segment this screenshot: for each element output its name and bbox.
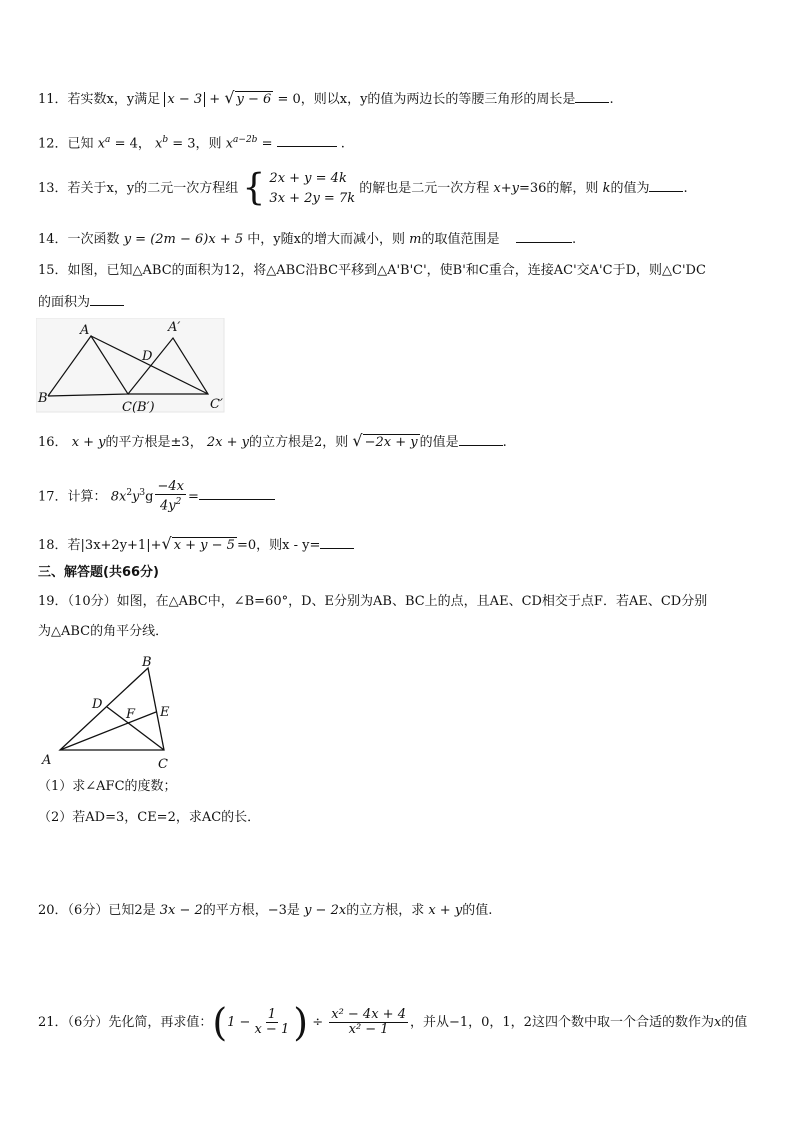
- q21-f2-denominator: x² − 1: [348, 1022, 389, 1037]
- question-11: [38, 88, 614, 110]
- label-a: A: [80, 323, 90, 338]
- left-paren: (: [212, 1000, 228, 1045]
- q20-text-1: 的平方根，−3是: [202, 903, 300, 918]
- q17-fraction: [155, 480, 186, 513]
- q12-base-1: x: [97, 136, 106, 152]
- q17-numerator: −4x: [157, 479, 184, 495]
- figure-15-diagram: [36, 318, 226, 414]
- q17-var-y: y: [132, 489, 140, 505]
- label-d: D: [92, 697, 103, 712]
- q17-den-exp: 2: [175, 497, 182, 508]
- q18-text-pre: 若|3x+2y+1|+: [67, 538, 162, 553]
- section-heading: 三、解答题(共66分): [38, 565, 159, 580]
- q21-text-pre: 21．（6分）先化简，再求值：: [38, 1015, 213, 1030]
- q13-end: .: [683, 181, 688, 196]
- label-c-b-prime: C(B′): [122, 400, 155, 414]
- radical-sign: √: [161, 534, 172, 553]
- q12-text-pre: 已知: [67, 136, 94, 152]
- q15-text: 的面积为: [38, 295, 91, 310]
- q16-text-1: 的平方根是±3，: [105, 435, 203, 450]
- q11-plus: +: [209, 92, 221, 107]
- q13-text-post: 的值为: [610, 181, 650, 196]
- q20-expr-3: x + y: [428, 903, 463, 918]
- q11-end: .: [609, 92, 614, 107]
- q17-answer-blank[interactable]: [199, 485, 275, 500]
- q13-answer-blank[interactable]: [649, 177, 683, 192]
- q21-f1-numerator: 1: [267, 1007, 276, 1022]
- q13-equation-1: 2x + y = 4k: [269, 170, 347, 186]
- question-13: [38, 166, 688, 212]
- label-d: D: [142, 349, 153, 364]
- q14-text-post: 的取值范围是: [421, 232, 500, 247]
- q12-base-3: x: [225, 136, 234, 152]
- question-14: [38, 228, 576, 250]
- label-b: B: [38, 391, 48, 406]
- label-b: B: [142, 655, 152, 670]
- q16-expr-1: x + y: [71, 435, 106, 450]
- q14-text-mid: 中，y随x的增大而减小，则: [247, 232, 405, 247]
- q13-equation-system: [269, 169, 355, 209]
- question-20: [38, 901, 492, 921]
- q21-fraction-2: [329, 1008, 408, 1037]
- q11-text-pre: 若实数x，y满足: [67, 92, 161, 107]
- q13-variable-k: k: [602, 181, 611, 196]
- q14-answer-blank[interactable]: [516, 228, 572, 243]
- q12-answer-blank[interactable]: [277, 132, 337, 147]
- q13-equation-3: x+y: [493, 181, 519, 196]
- q17-exp-1: 2: [126, 488, 133, 498]
- q12-number: 12．: [38, 136, 68, 152]
- q13-text-mid: 的解也是二元一次方程: [359, 181, 490, 196]
- q12-eq-3: =: [261, 136, 273, 152]
- q12-end: .: [340, 136, 345, 152]
- q14-end: .: [571, 232, 577, 247]
- q21-text-post: ，并从−1，0，1，2这四个数中取一个合适的数作为: [409, 1015, 714, 1030]
- question-18: [38, 534, 354, 556]
- label-f: F: [126, 707, 136, 722]
- q18-number: 18．: [38, 538, 68, 553]
- segment-ae: [60, 712, 156, 750]
- label-e: E: [160, 705, 170, 720]
- q21-f1-denominator: x − 1: [254, 1022, 290, 1037]
- q14-text-pre: 一次函数: [67, 232, 120, 247]
- q17-equals: =: [187, 489, 199, 505]
- label-c: C: [158, 757, 168, 772]
- left-brace: {: [242, 167, 266, 209]
- q20-text-2: 的立方根，求: [346, 903, 425, 918]
- q11-answer-blank[interactable]: [575, 88, 609, 103]
- question-12: [38, 130, 345, 154]
- question-15-line-2: [38, 291, 124, 313]
- q18-sqrt-expression: x + y − 5: [173, 538, 235, 553]
- q21-one-minus: 1 −: [227, 1015, 251, 1030]
- q20-text-3: 的值.: [462, 903, 493, 918]
- question-19-part-1: （1）求∠AFC的度数；: [38, 779, 177, 794]
- q11-text-post: ，则以x，y的值为两边长的等腰三角形的周长是: [300, 92, 576, 107]
- q17-term: 8x: [110, 489, 127, 505]
- q21-divide: ÷: [312, 1015, 324, 1030]
- q12-base-2: x: [155, 136, 163, 152]
- q11-abs-expression: x − 3: [164, 92, 205, 107]
- label-a: A: [42, 753, 52, 768]
- q14-number: 14．: [38, 232, 68, 247]
- question-19-line-1: 19．（10分）如图，在△ABC中，∠B=60°，D、E分别为AB、BC上的点，且AE、CD相交于点F．若AE、CD分别: [38, 594, 708, 609]
- q12-exp-3: a−2b: [233, 135, 258, 145]
- radical-sign: √: [224, 88, 235, 107]
- q11-number: 11．: [38, 92, 68, 107]
- q18-text-post: =0，则x - y=: [236, 538, 321, 553]
- q12-eq-1: = 4，: [114, 136, 151, 152]
- q13-equation-2: 3x + 2y = 7k: [269, 190, 356, 206]
- q16-text-3: 的值是: [419, 435, 459, 450]
- q12-exp-1: a: [105, 135, 111, 145]
- q17-text-pre: 计算：: [67, 489, 107, 505]
- figure-15-background: [36, 318, 224, 412]
- label-c-prime: C′: [210, 397, 223, 412]
- label-a-prime: A′: [168, 320, 181, 335]
- q14-variable-m: m: [409, 232, 422, 247]
- q21-f2-numerator: x² − 4x + 4: [331, 1007, 406, 1022]
- q15-answer-blank[interactable]: [90, 291, 124, 306]
- question-19-line-2: 为△ABC的角平分线．: [38, 624, 169, 639]
- q16-end: .: [502, 435, 507, 450]
- q12-eq-2: = 3，则: [172, 136, 222, 152]
- q12-exp-2: b: [162, 135, 169, 145]
- question-17: [38, 476, 275, 514]
- q13-text-pre: 若关于x，y的二元一次方程组: [67, 181, 239, 196]
- q17-number: 17．: [38, 489, 68, 505]
- radical-sign: √: [352, 431, 363, 450]
- q17-g: g: [145, 489, 154, 505]
- q11-sqrt-expression: y − 6: [236, 92, 272, 107]
- q14-function: y = (2m − 6)x + 5: [123, 232, 244, 247]
- q13-number: 13．: [38, 181, 68, 196]
- q21-end: 的值: [721, 1015, 748, 1030]
- question-15-line-1: 15．如图，已知△ABC的面积为12，将△ABC沿BC平移到△A'B'C'，使B'和C重合，连接AC'交A'C于D，则△C'DC: [38, 263, 706, 278]
- q20-expr-2: y − 2x: [304, 903, 347, 918]
- q16-answer-blank[interactable]: [459, 431, 503, 446]
- q20-expr-1: 3x − 2: [159, 903, 203, 918]
- q17-exp-2: 3: [139, 488, 146, 498]
- q11-equals: = 0: [277, 92, 301, 107]
- right-paren: ): [293, 1000, 309, 1045]
- q21-variable-x: x: [713, 1015, 722, 1030]
- q16-expr-2: 2x + y: [206, 435, 249, 450]
- q21-fraction-1: [252, 1008, 291, 1037]
- q16-number: 16．: [38, 435, 68, 450]
- question-21: [38, 1000, 747, 1046]
- q16-text-2: 的立方根是2，则: [248, 435, 349, 450]
- question-16: [38, 431, 507, 453]
- figure-19-diagram: [36, 650, 186, 772]
- q17-den-text: 4y: [160, 498, 176, 514]
- q13-text-mid2: =36的解，则: [518, 181, 599, 196]
- question-19-part-2: （2）若AD=3，CE=2，求AC的长．: [38, 810, 261, 825]
- q20-text-pre: 20．（6分）已知2是: [38, 903, 156, 918]
- q16-sqrt-expression: −2x + y: [364, 435, 418, 450]
- q17-denominator: [158, 495, 183, 513]
- q18-answer-blank[interactable]: [320, 534, 354, 549]
